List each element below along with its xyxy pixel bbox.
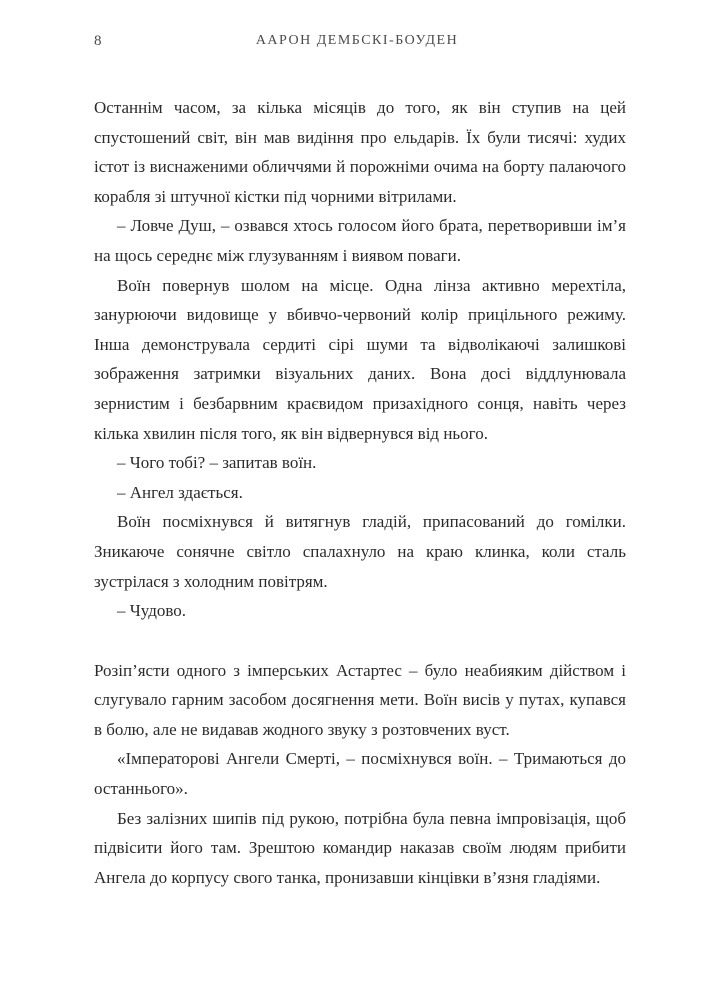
author-name: ААРОН ДЕМБСКІ-БОУДЕН	[255, 33, 459, 48]
paragraph: – Ангел здається.	[117, 482, 243, 502]
paragraph: Розіп’ясти одного з імперських Астартес – було неабияким дійством і слугувало гарним засобом досягнення мети. Воїн висів у путах, купався в болю, але не видавав жодного звуку з розтовчених вуст.	[94, 660, 626, 739]
paragraph: Воїн повернув шолом на місце. Одна лінза активно мерехтіла, занурюючи видовище у вбивчо-червоний колір прицільного режиму. Інша демонструвала сердиті сірі шуми та відволікаючі залишкові зображення затримки візуальних даних. Вона досі віддлунювала зернистим і безбарвним краєвидом призахідного сонця, навіть через кілька хвилин після того, як він відвернувся від нього.	[94, 275, 626, 443]
running-head	[94, 33, 620, 53]
paragraph: Воїн посміхнувся й витягнув гладій, припасований до гомілки. Зникаюче сонячне світло спалахнуло на краю клинка, коли сталь зустрілася з холодним повітрям.	[94, 512, 626, 591]
body-text	[94, 93, 626, 892]
page-number: 8	[94, 33, 102, 49]
paragraph: – Ловче Душ, – озвався хтось голосом його брата, перетворивши ім’я на щось середнє між глузуванням і виявом поваги.	[94, 216, 626, 265]
paragraph: – Чудово.	[117, 601, 187, 621]
paragraph: Без залізних шипів під рукою, потрібна була певна імпровізація, щоб підвісити його там. Зрештою командир наказав своїм людям прибити Ангела до корпусу свого танка, пронизавши кінцівки в’язня гладіями.	[94, 808, 626, 887]
paragraph: – Чого тобі? – запитав воїн.	[117, 453, 317, 473]
paragraph: «Імператорові Ангели Смерті, – посміхнувся воїн. – Тримаються до останнього».	[94, 749, 626, 799]
paragraph: Останнім часом, за кілька місяців до того, як він ступив на цей спустошений світ, він мав видіння про ельдарів. Їх були тисячі: худих істот із виснаженими обличчями й порожніми очима на борту палаючого корабля зі штучної кістки під чорними вітрилами.	[94, 98, 626, 206]
